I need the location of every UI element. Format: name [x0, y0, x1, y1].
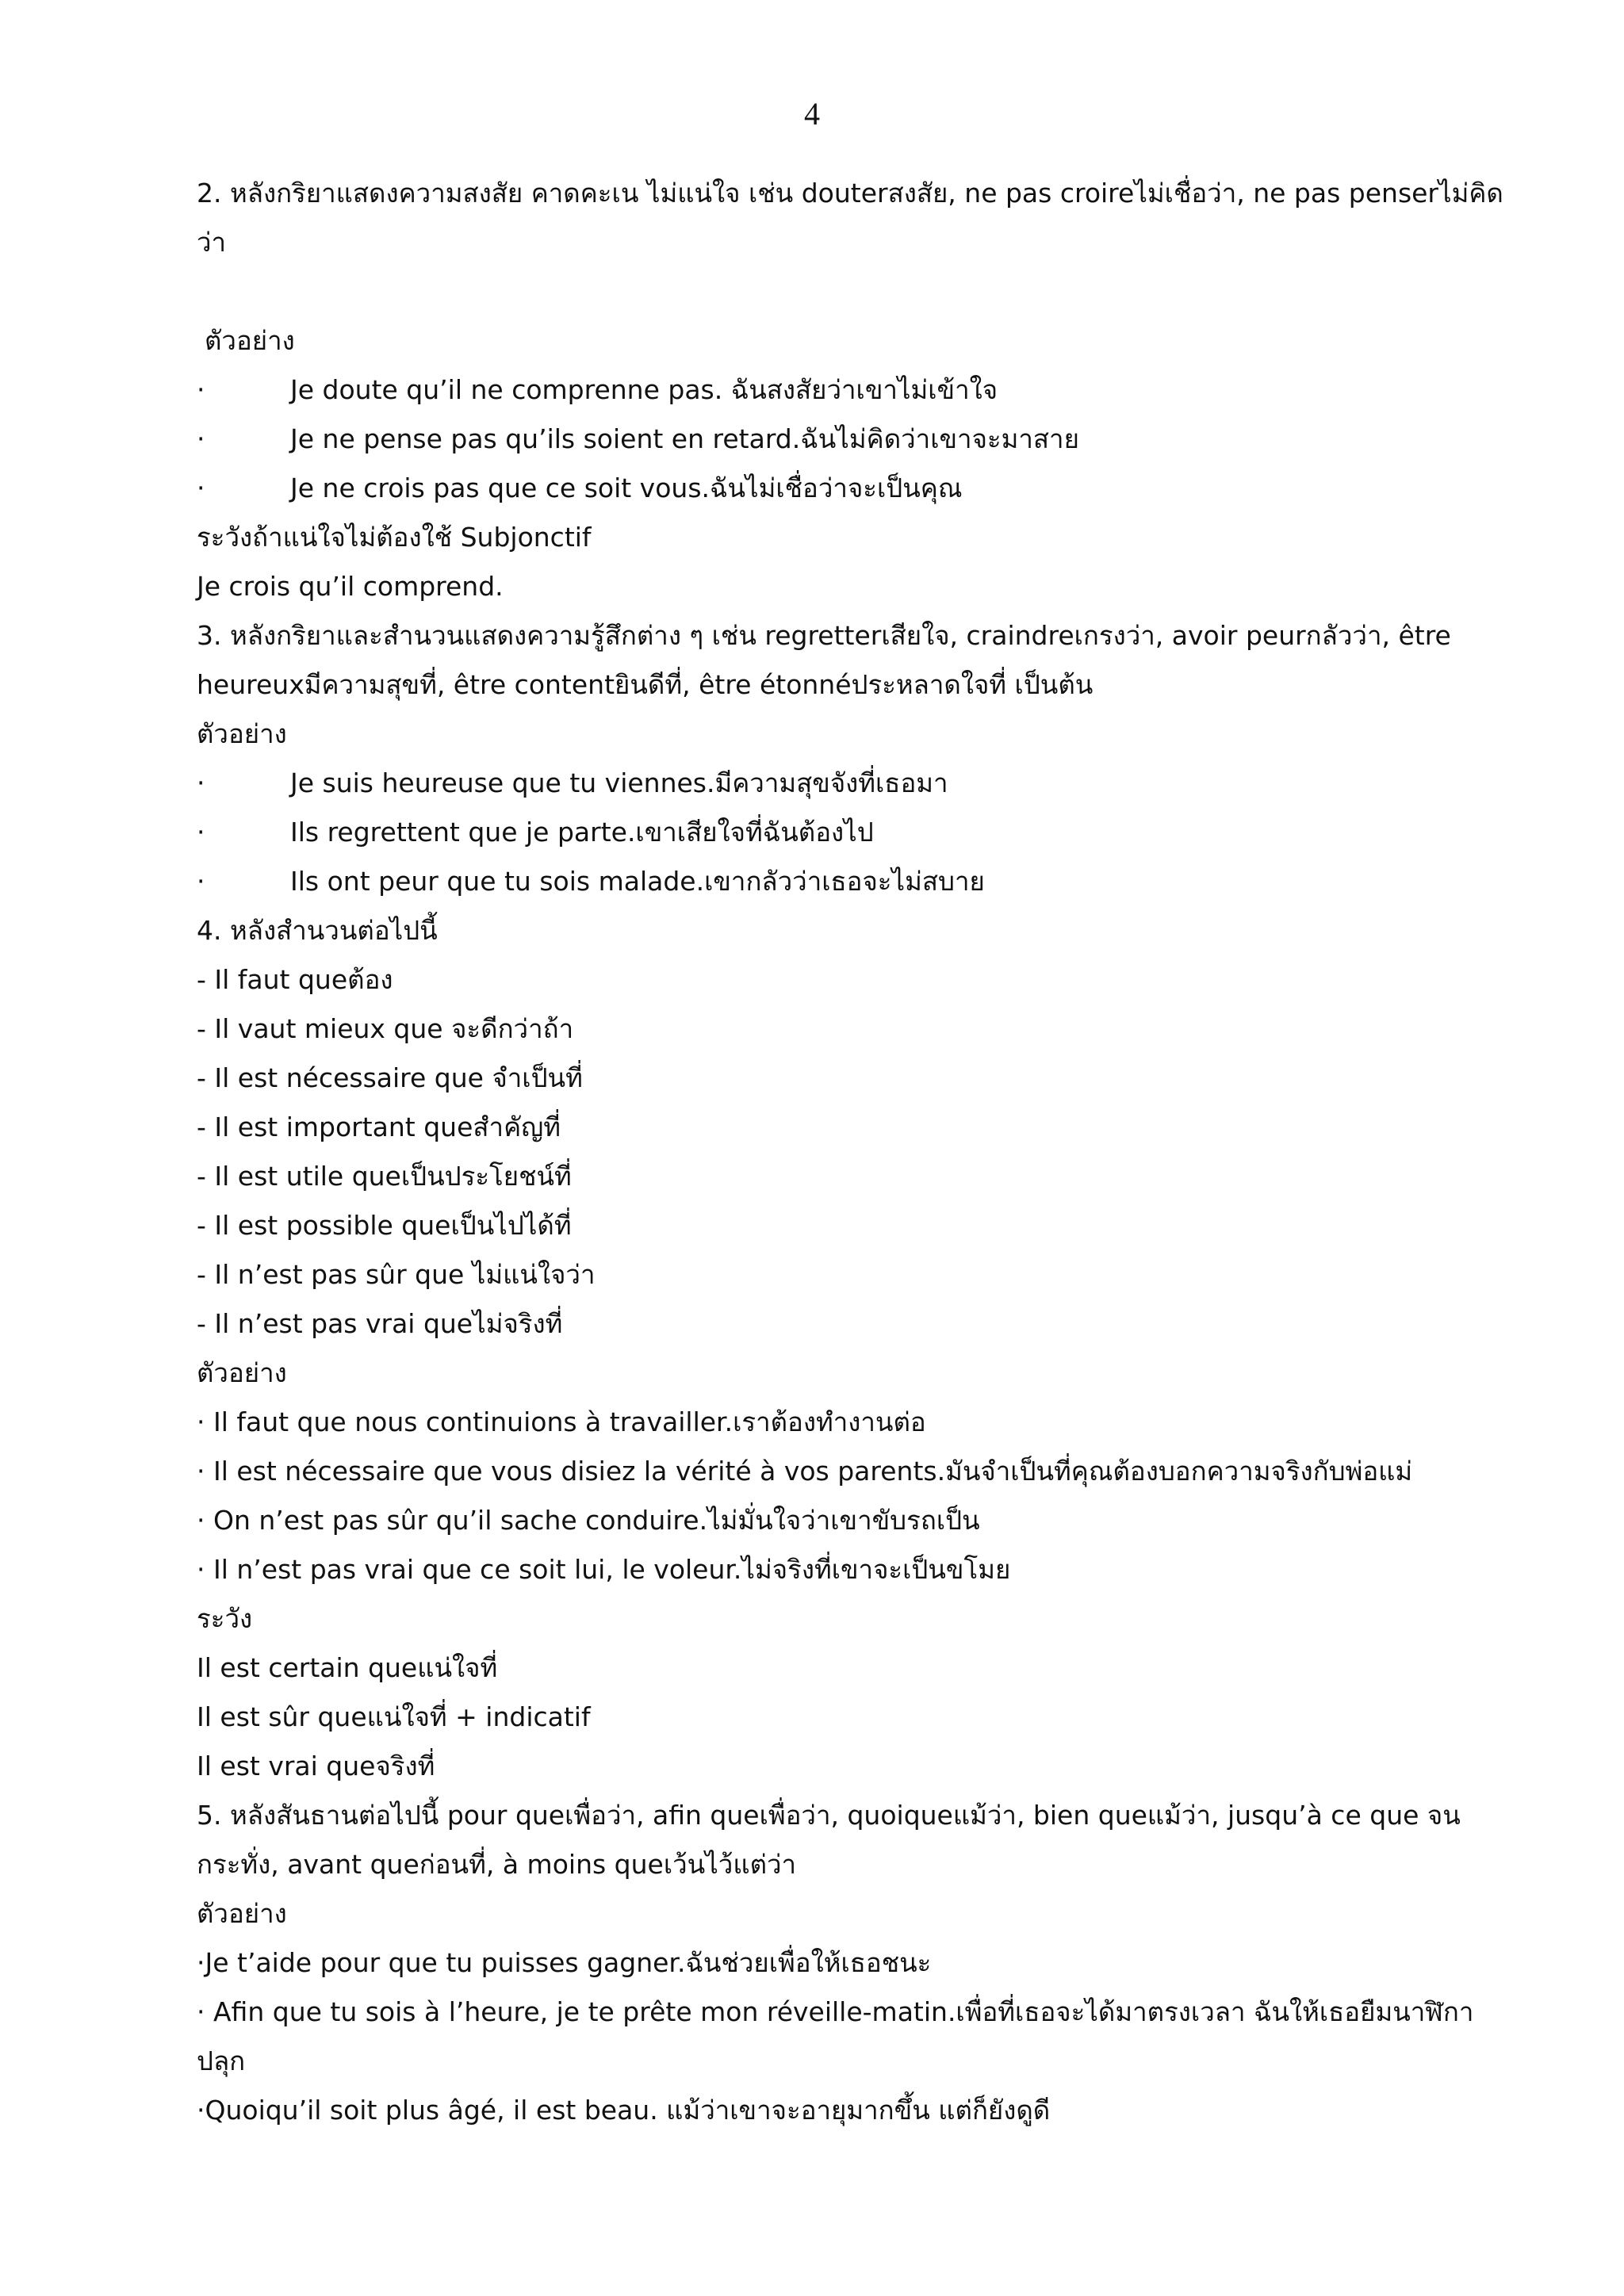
- example-sentence: Je ne crois pas que ce soit vous.ฉันไม่เชื่อว่าจะเป็นคุณ: [290, 473, 963, 503]
- section-5-example-label: ตัวอย่าง: [197, 1898, 287, 1929]
- list-item: [197, 857, 1513, 906]
- expression-item: - Il est nécessaire que จำเป็นที่: [197, 1062, 583, 1093]
- expression-item: - Il faut queต้อง: [197, 964, 393, 995]
- section-3-example-label: ตัวอย่าง: [197, 718, 287, 749]
- example-sentence: · Il n’est pas vrai que ce soit lui, le voleur.ไม่จริงที่เขาจะเป็นขโมย: [197, 1554, 1011, 1585]
- caution-line: Il est sûr queแน่ใจที่ + indicatif: [197, 1701, 591, 1732]
- expression-item: - Il n’est pas vrai queไม่จริงที่: [197, 1308, 563, 1339]
- caution-line: Il est certain queแน่ใจที่: [197, 1652, 498, 1683]
- example-sentence: Je ne pense pas qu’ils soient en retard.ฉันไม่คิดว่าเขาจะมาสาย: [290, 423, 1079, 454]
- bullet: ·: [197, 374, 205, 405]
- section-4-example-label: ตัวอย่าง: [197, 1357, 287, 1388]
- caution-line: Il est vrai queจริงที่: [197, 1751, 435, 1781]
- expression-item: - Il est important queสำคัญที่: [197, 1112, 561, 1142]
- list-item: [197, 365, 1513, 415]
- list-item: [197, 808, 1513, 857]
- example-sentence: ·Je t’aide pour que tu puisses gagner.ฉันช่วยเพื่อให้เธอชนะ: [197, 1947, 932, 1978]
- example-sentence: Ils ont peur que tu sois malade.เขากลัวว่าเธอจะไม่สบาย: [290, 866, 985, 897]
- expression-item: - Il vaut mieux que จะดีกว่าถ้า: [197, 1013, 574, 1044]
- expression-item: - Il est possible queเป็นไปได้ที่: [197, 1210, 572, 1241]
- page-number: 4: [804, 96, 820, 132]
- section-4-caution-label: ระวัง: [197, 1603, 253, 1634]
- list-item: [197, 464, 1513, 513]
- example-sentence: · Afin que tu sois à l’heure, je te prête mon réveille-matin.เพื่อที่เธอจะได้มาตรงเวลา ฉันให้เธอยืมนาฬิกาปลุก: [197, 1996, 1474, 2076]
- section-2-note: ระวังถ้าแน่ใจไม่ต้องใช้ Subjonctif: [197, 522, 592, 553]
- bullet: ·: [197, 767, 205, 798]
- section-2-note-example: Je crois qu’il comprend.: [197, 571, 504, 602]
- example-sentence: Ils regrettent que je parte.เขาเสียใจที่ฉันต้องไป: [290, 817, 874, 848]
- bullet: ·: [197, 473, 205, 503]
- section-2-heading: 2. หลังกริยาแสดงความสงสัย คาดคะเน ไม่แน่ใจ เช่น douterสงสัย, ne pas croireไม่เชื่อว่า, ne pas penserไม่คิดว่า: [197, 178, 1503, 258]
- example-sentence: ·Quoiqu’il soit plus âgé, il est beau. แม้ว่าเขาจะอายุมากขึ้น แต่ก็ยังดูดี: [197, 2095, 1051, 2126]
- list-item: [197, 759, 1513, 808]
- section-4-heading: 4. หลังสำนวนต่อไปนี้: [197, 915, 438, 946]
- example-sentence: Je suis heureuse que tu viennes.มีความสุขจังที่เธอมา: [290, 767, 948, 798]
- expression-item: - Il n’est pas sûr que ไม่แน่ใจว่า: [197, 1259, 596, 1290]
- example-sentence: · Il est nécessaire que vous disiez la vérité à vos parents.มันจำเป็นที่คุณต้องบอกความจริงกับพ่อแม่: [197, 1456, 1413, 1487]
- bullet: ·: [197, 423, 205, 454]
- example-sentence: · On n’est pas sûr qu’il sache conduire.ไม่มั่นใจว่าเขาขับรถเป็น: [197, 1505, 980, 1536]
- list-item: [197, 415, 1513, 464]
- section-3-heading: 3. หลังกริยาและสำนวนแสดงความรู้สึกต่าง ๆ เช่น regretterเสียใจ, craindreเกรงว่า, avoir peurกลัวว่า, être heureuxมีความสุขที่, être contentยินดีที่, être étonnéประหลาดใจที่ เป็นต้น: [197, 620, 1451, 700]
- example-sentence: Je doute qu’il ne comprenne pas. ฉันสงสัยว่าเขาไม่เข้าใจ: [290, 374, 998, 405]
- bullet: ·: [197, 866, 205, 897]
- section-2-example-label: ตัวอย่าง: [205, 325, 295, 356]
- blank-line: [197, 267, 1513, 316]
- example-sentence: · Il faut que nous continuions à travailler.เราต้องทำงานต่อ: [197, 1406, 926, 1437]
- bullet: ·: [197, 817, 205, 848]
- section-5-heading: 5. หลังสันธานต่อไปนี้ pour queเพื่อว่า, afin queเพื่อว่า, quoiqueแม้ว่า, bien queแม้ว่า, jusqu’à ce que จนกระทั่ง, avant queก่อนที่, à moins queเว้นไว้แต่ว่า: [197, 1800, 1461, 1880]
- expression-item: - Il est utile queเป็นประโยชน์ที่: [197, 1161, 572, 1192]
- document-body: [197, 169, 1513, 2135]
